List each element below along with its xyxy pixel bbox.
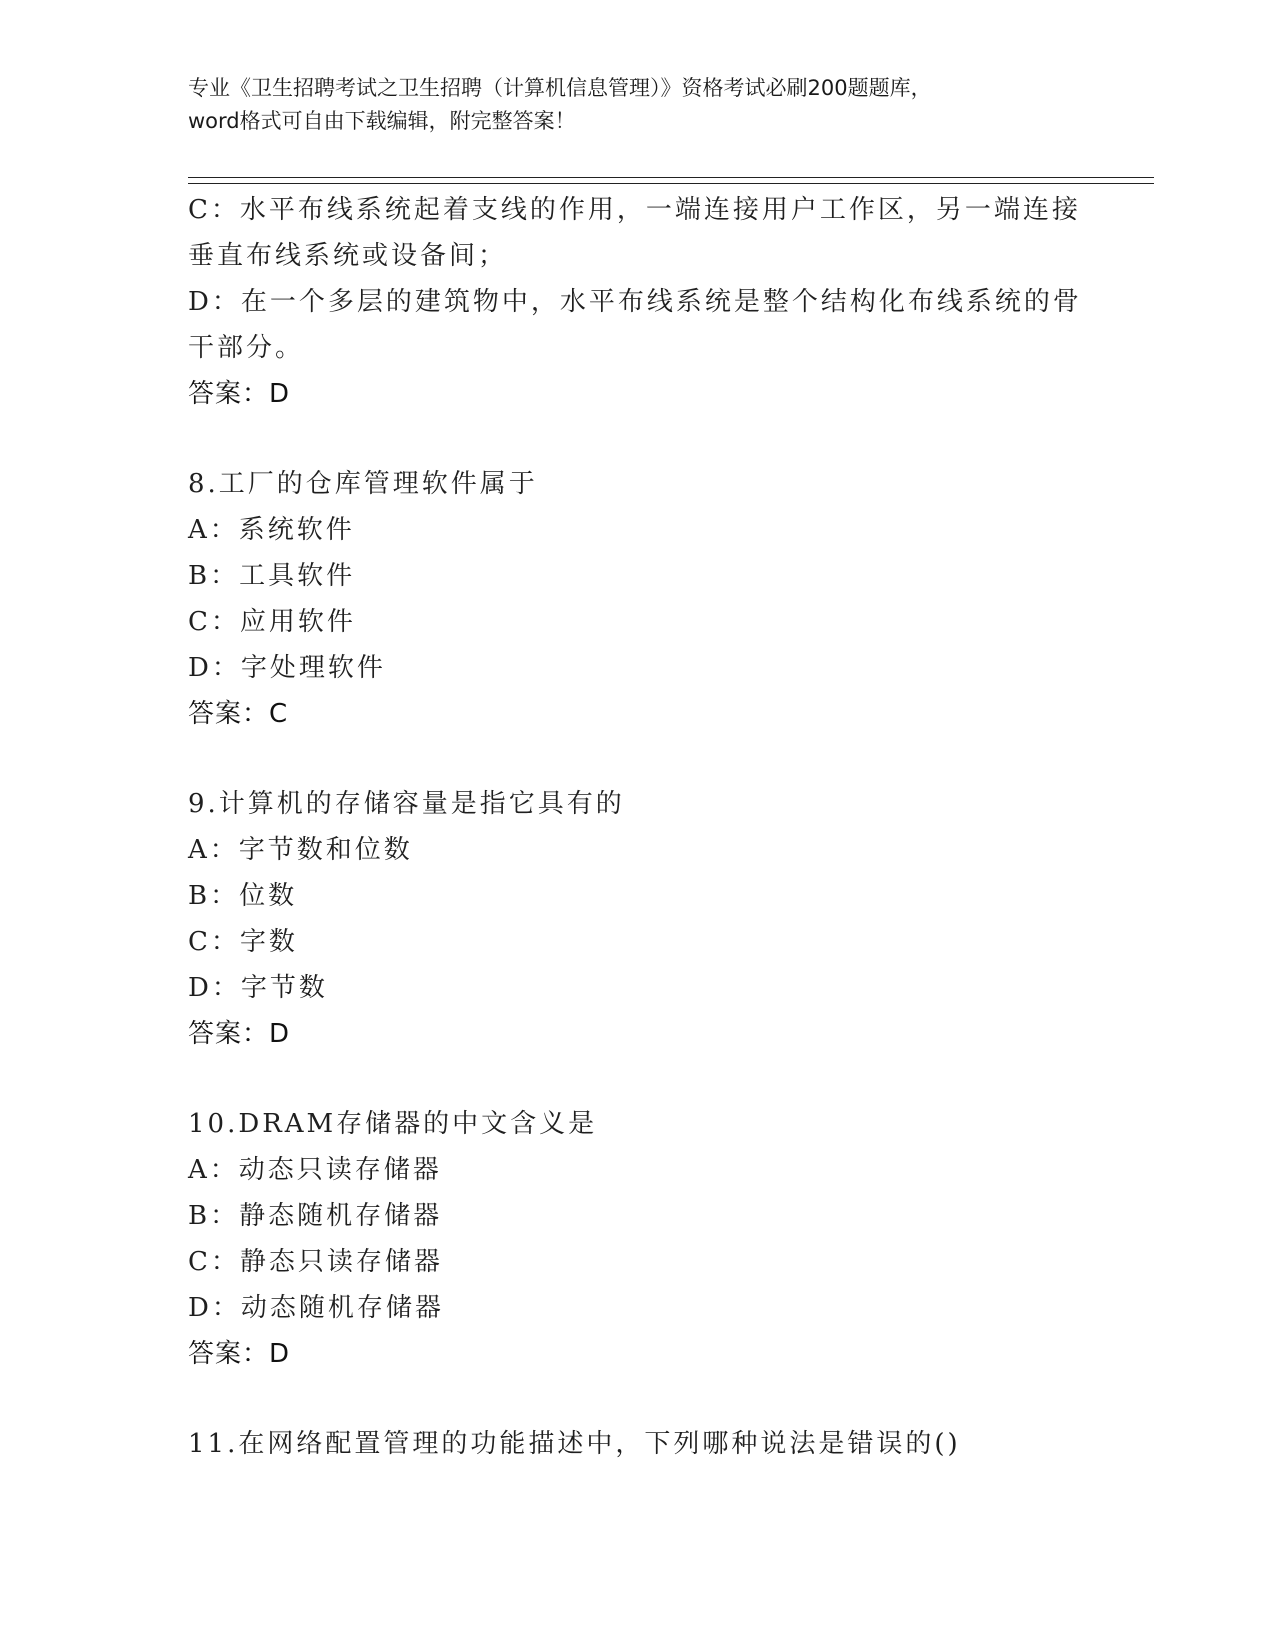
question-stem: 9.计算机的存储容量是指它具有的 xyxy=(188,789,625,819)
question-9 xyxy=(188,781,1088,1057)
spacer xyxy=(188,1377,1088,1421)
question-11 xyxy=(188,1421,1088,1467)
document-header xyxy=(188,72,1088,138)
answer-line: 答案：D xyxy=(188,1019,291,1049)
option-d: D：字处理软件 xyxy=(188,653,386,683)
option-a: A：字节数和位数 xyxy=(188,835,413,865)
option-c-line-2: 垂直布线系统或设备间； xyxy=(188,241,508,271)
option-a: A：动态只读存储器 xyxy=(188,1155,442,1185)
option-b: B：静态随机存储器 xyxy=(188,1201,443,1231)
option-d: D：动态随机存储器 xyxy=(188,1293,444,1323)
header-divider-bottom xyxy=(188,183,1154,184)
question-8 xyxy=(188,461,1088,737)
question-stem: 8.工厂的仓库管理软件属于 xyxy=(188,469,538,499)
option-a: A：系统软件 xyxy=(188,515,355,545)
answer-line: 答案：D xyxy=(188,1339,291,1369)
option-d-line-1: D：在一个多层的建筑物中，水平布线系统是整个结构化布线系统的骨 xyxy=(188,287,1082,317)
option-d: D：字节数 xyxy=(188,973,328,1003)
header-title-line-1: 专业《卫生招聘考试之卫生招聘（计算机信息管理）》资格考试必刷200题题库， xyxy=(188,76,932,100)
spacer xyxy=(188,1057,1088,1101)
option-d-line-2: 干部分。 xyxy=(188,333,305,363)
question-7-continued xyxy=(188,187,1088,417)
spacer xyxy=(188,737,1088,781)
header-title-line-2: word格式可自由下载编辑，附完整答案！ xyxy=(188,109,576,133)
answer-line: 答案：D xyxy=(188,379,291,409)
question-stem: 11.在网络配置管理的功能描述中，下列哪种说法是错误的() xyxy=(188,1429,961,1459)
question-10 xyxy=(188,1101,1088,1377)
question-stem: 10.DRAM存储器的中文含义是 xyxy=(188,1109,598,1139)
option-c-line-1: C：水平布线系统起着支线的作用，一端连接用户工作区，另一端连接 xyxy=(188,195,1081,225)
answer-line: 答案：C xyxy=(188,699,289,729)
spacer xyxy=(188,417,1088,461)
option-c: C：字数 xyxy=(188,927,298,957)
option-b: B：位数 xyxy=(188,881,298,911)
question-list xyxy=(188,187,1088,1467)
option-c: C：应用软件 xyxy=(188,607,356,637)
option-b: B：工具软件 xyxy=(188,561,356,591)
option-c: C：静态只读存储器 xyxy=(188,1247,443,1277)
header-divider-top xyxy=(188,177,1154,178)
